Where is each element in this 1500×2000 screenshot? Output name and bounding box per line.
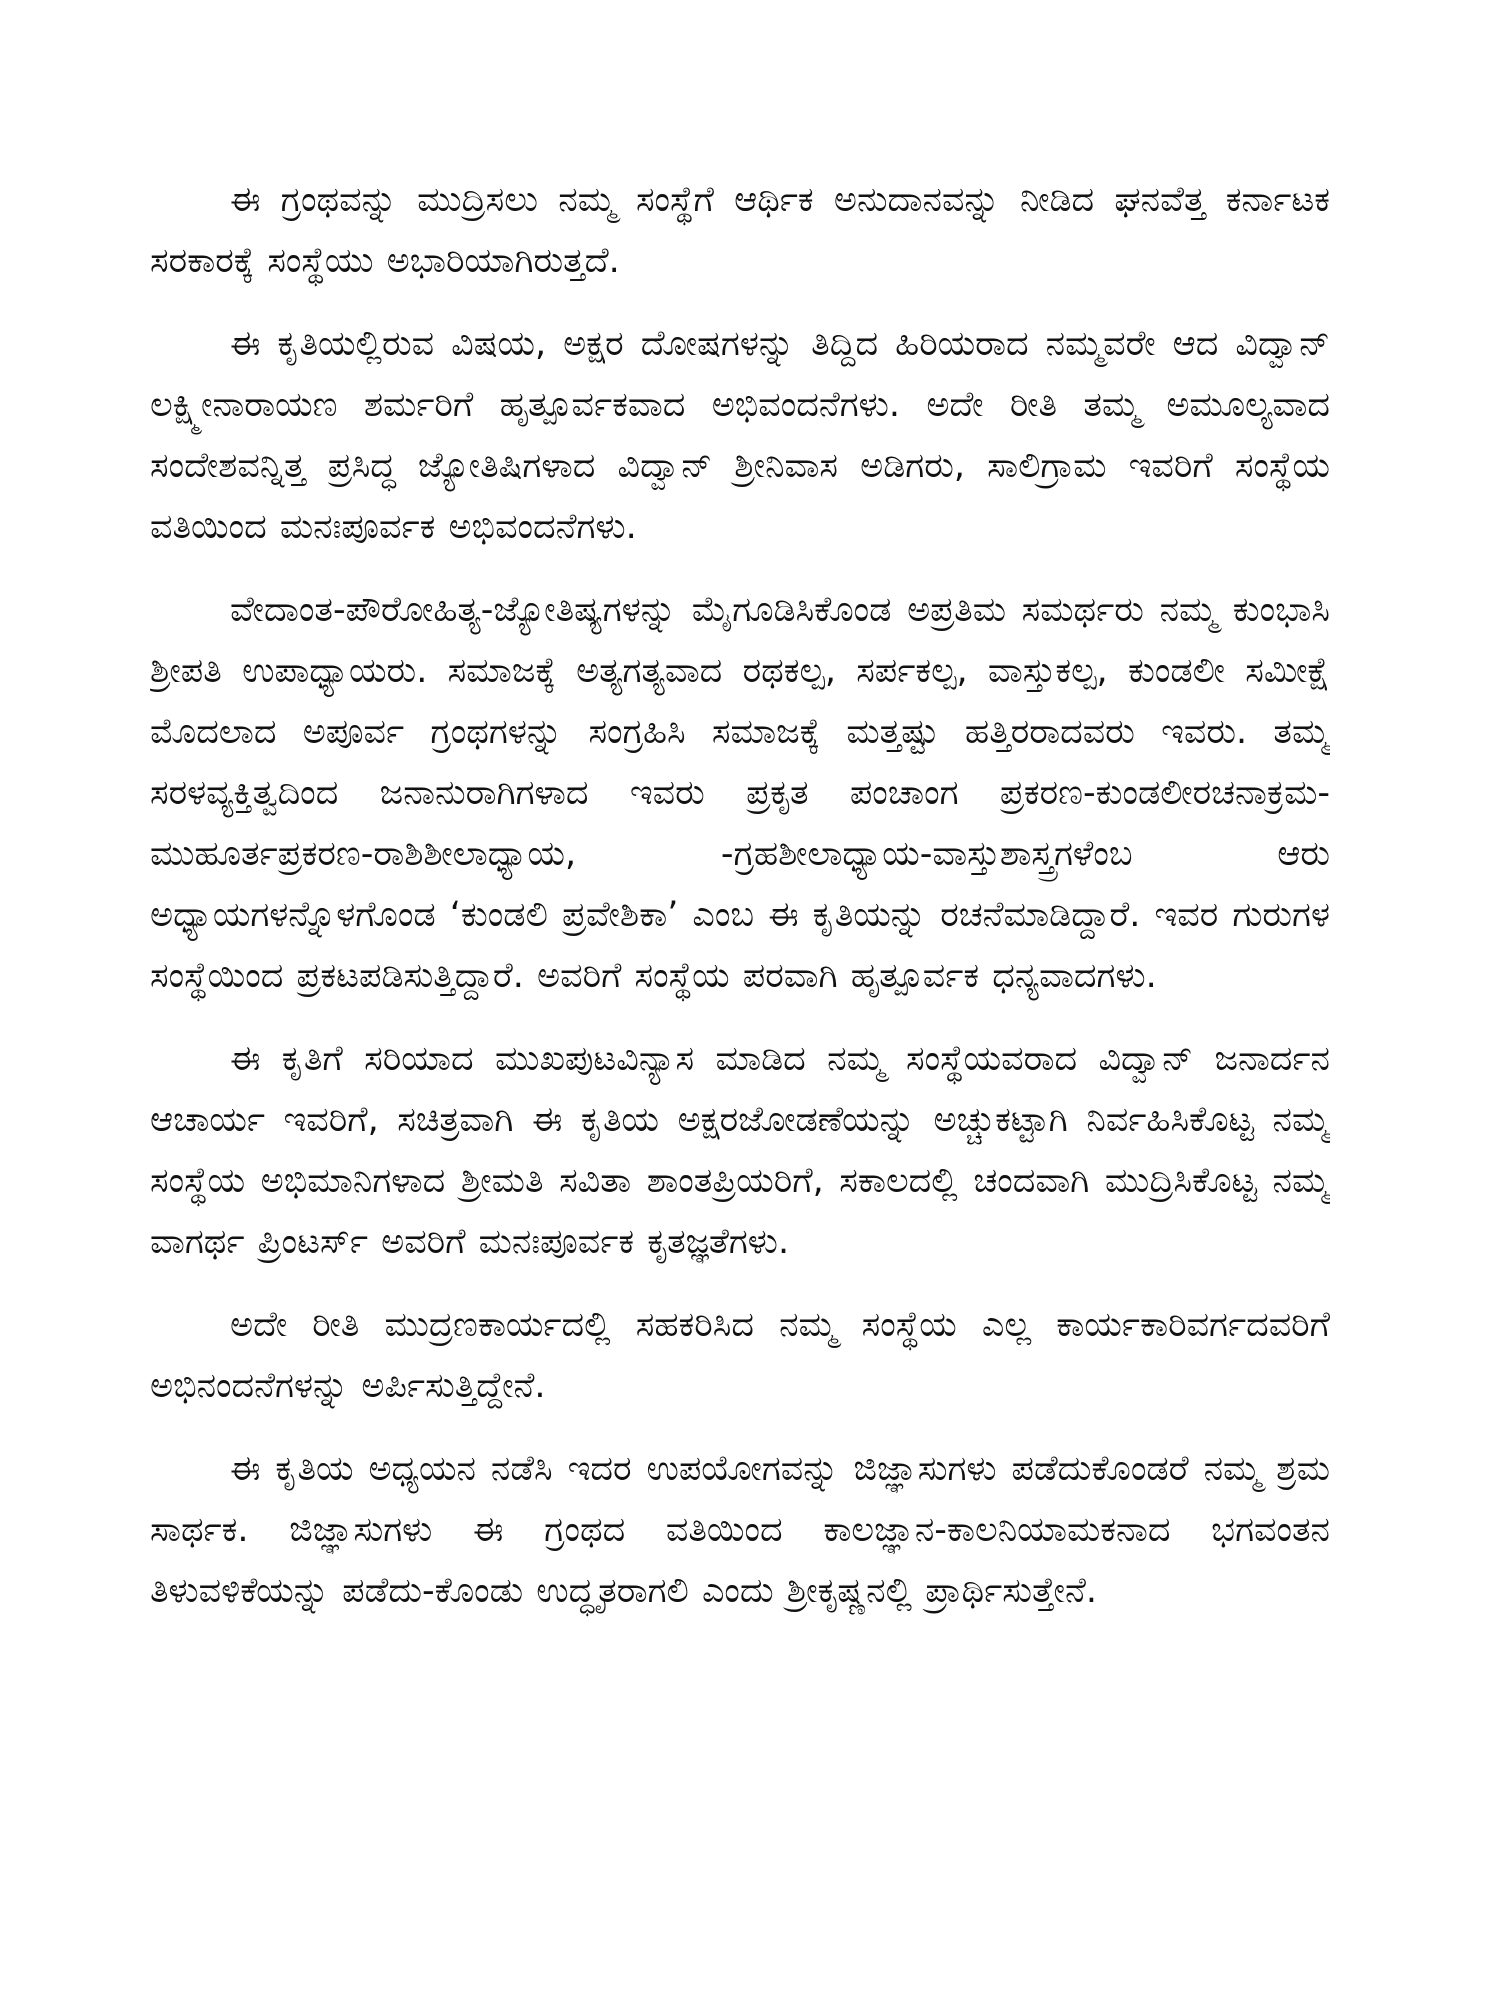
paragraph-staff-thanks: ಅದೇ ರೀತಿ ಮುದ್ರಣಕಾರ್ಯದಲ್ಲಿ ಸಹಕರಿಸಿದ ನಮ್ಮ ಸಂಸ್ಥೆಯ ಎಲ್ಲ ಕಾರ್ಯಕಾರಿವರ್ಗದವರಿಗೆ ಅಭಿನಂದನೆಗಳನ್ನು ಅರ್ಪಿಸುತ್ತಿದ್ದೇನೆ. (150, 1305, 1330, 1406)
paragraph-author-intro: ವೇದಾಂತ-ಪೌರೋಹಿತ್ಯ-ಜ್ಯೋತಿಷ್ಯಗಳನ್ನು ಮೈಗೂಡಿಸಿಕೊಂಡ ಅಪ್ರತಿಮ ಸಮರ್ಥರು ನಮ್ಮ ಕುಂಭಾಸಿ ಶ್ರೀಪತಿ ಉಪಾಧ್ಯಾಯರು. ಸಮಾಜಕ್ಕೆ ಅತ್ಯಗತ್ಯವಾದ ರಥಕಲ್ಪ, ಸರ್ಪಕಲ್ಪ, ವಾಸ್ತುಕಲ್ಪ, ಕುಂಡಲೀ ಸಮೀಕ್ಷೆ ಮೊದಲಾದ ಅಪೂರ್ವ ಗ್ರಂಥಗಳನ್ನು ಸಂಗ್ರಹಿಸಿ ಸಮಾಜಕ್ಕೆ ಮತ್ತಷ್ಟು ಹತ್ತಿರರಾದವರು ಇವರು. ತಮ್ಮ ಸರಳವ್ಯಕ್ತಿತ್ವದಿಂದ ಜನಾನುರಾಗಿಗಳಾದ ಇವರು ಪ್ರಕೃತ ಪಂಚಾಂಗ ಪ್ರಕರಣ-ಕುಂಡಲೀರಚನಾಕ್ರಮ-ಮುಹೂರ್ತಪ್ರಕರಣ-ರಾಶಿಶೀಲಾಧ್ಯಾಯ, -ಗ್ರಹಶೀಲಾಧ್ಯಾಯ-ವಾಸ್ತುಶಾಸ್ತ್ರಗಳೆಂಬ ಆರು ಅಧ್ಯಾಯಗಳನ್ನೊಳಗೊಂಡ ‘ಕುಂಡಲಿ ಪ್ರವೇಶಿಕಾ’ ಎಂಬ ಈ ಕೃತಿಯನ್ನು ರಚನೆಮಾಡಿದ್ದಾರೆ. ಇವರ ಗುರುಗಳ ಸಂಸ್ಥೆಯಿಂದ ಪ್ರಕಟಪಡಿಸುತ್ತಿದ್ದಾರೆ. ಅವರಿಗೆ ಸಂಸ್ಥೆಯ ಪರವಾಗಿ ಹೃತ್ಪೂರ್ವಕ ಧನ್ಯವಾದಗಳು. (150, 590, 1330, 996)
paragraph-reviewer-thanks: ಈ ಕೃತಿಯಲ್ಲಿರುವ ವಿಷಯ, ಅಕ್ಷರ ದೋಷಗಳನ್ನು ತಿದ್ದಿದ ಹಿರಿಯರಾದ ನಮ್ಮವರೇ ಆದ ವಿದ್ವಾನ್ ಲಕ್ಷ್ಮೀನಾರಾಯಣ ಶರ್ಮರಿಗೆ ಹೃತ್ಪೂರ್ವಕವಾದ ಅಭಿವಂದನೆಗಳು. ಅದೇ ರೀತಿ ತಮ್ಮ ಅಮೂಲ್ಯವಾದ ಸಂದೇಶವನ್ನಿತ್ತ ಪ್ರಸಿದ್ಧ ಜ್ಯೋತಿಷಿಗಳಾದ ವಿದ್ವಾನ್ ಶ್ರೀನಿವಾಸ ಅಡಿಗರು, ಸಾಲಿಗ್ರಾಮ ಇವರಿಗೆ ಸಂಸ್ಥೆಯ ವತಿಯಿಂದ ಮನಃಪೂರ್ವಕ ಅಭಿವಂದನೆಗಳು. (150, 324, 1330, 547)
paragraph-grant-thanks: ಈ ಗ್ರಂಥವನ್ನು ಮುದ್ರಿಸಲು ನಮ್ಮ ಸಂಸ್ಥೆಗೆ ಆರ್ಥಿಕ ಅನುದಾನವನ್ನು ನೀಡಿದ ಘನವೆತ್ತ ಕರ್ನಾಟಕ ಸರಕಾರಕ್ಕೆ ಸಂಸ್ಥೆಯು ಅಭಾರಿಯಾಗಿರುತ್ತದೆ. (150, 180, 1330, 281)
document-page (150, 170, 1330, 1870)
paragraph-closing-prayer: ಈ ಕೃತಿಯ ಅಧ್ಯಯನ ನಡೆಸಿ ಇದರ ಉಪಯೋಗವನ್ನು ಜಿಜ್ಞಾಸುಗಳು ಪಡೆದುಕೊಂಡರೆ ನಮ್ಮ ಶ್ರಮ ಸಾರ್ಥಕ. ಜಿಜ್ಞಾಸುಗಳು ಈ ಗ್ರಂಥದ ವತಿಯಿಂದ ಕಾಲಜ್ಞಾನ-ಕಾಲನಿಯಾಮಕನಾದ ಭಗವಂತನ ತಿಳುವಳಿಕೆಯನ್ನು ಪಡೆದು-ಕೊಂಡು ಉದ್ಧೃತರಾಗಲಿ ಎಂದು ಶ್ರೀಕೃಷ್ಣನಲ್ಲಿ ಪ್ರಾರ್ಥಿಸುತ್ತೇನೆ. (150, 1449, 1330, 1611)
paragraph-design-print-thanks: ಈ ಕೃತಿಗೆ ಸರಿಯಾದ ಮುಖಪುಟವಿನ್ಯಾಸ ಮಾಡಿದ ನಮ್ಮ ಸಂಸ್ಥೆಯವರಾದ ವಿದ್ವಾನ್ ಜನಾರ್ದನ ಆಚಾರ್ಯ ಇವರಿಗೆ, ಸಚಿತ್ರವಾಗಿ ಈ ಕೃತಿಯ ಅಕ್ಷರಜೋಡಣೆಯನ್ನು ಅಚ್ಚುಕಟ್ಟಾಗಿ ನಿರ್ವಹಿಸಿಕೊಟ್ಟ ನಮ್ಮ ಸಂಸ್ಥೆಯ ಅಭಿಮಾನಿಗಳಾದ ಶ್ರೀಮತಿ ಸವಿತಾ ಶಾಂತಪ್ರಿಯರಿಗೆ, ಸಕಾಲದಲ್ಲಿ ಚಂದವಾಗಿ ಮುದ್ರಿಸಿಕೊಟ್ಟ ನಮ್ಮ ವಾಗರ್ಥ ಪ್ರಿಂಟರ್ಸ್ ಅವರಿಗೆ ಮನಃಪೂರ್ವಕ ಕೃತಜ್ಞತೆಗಳು. (150, 1039, 1330, 1262)
